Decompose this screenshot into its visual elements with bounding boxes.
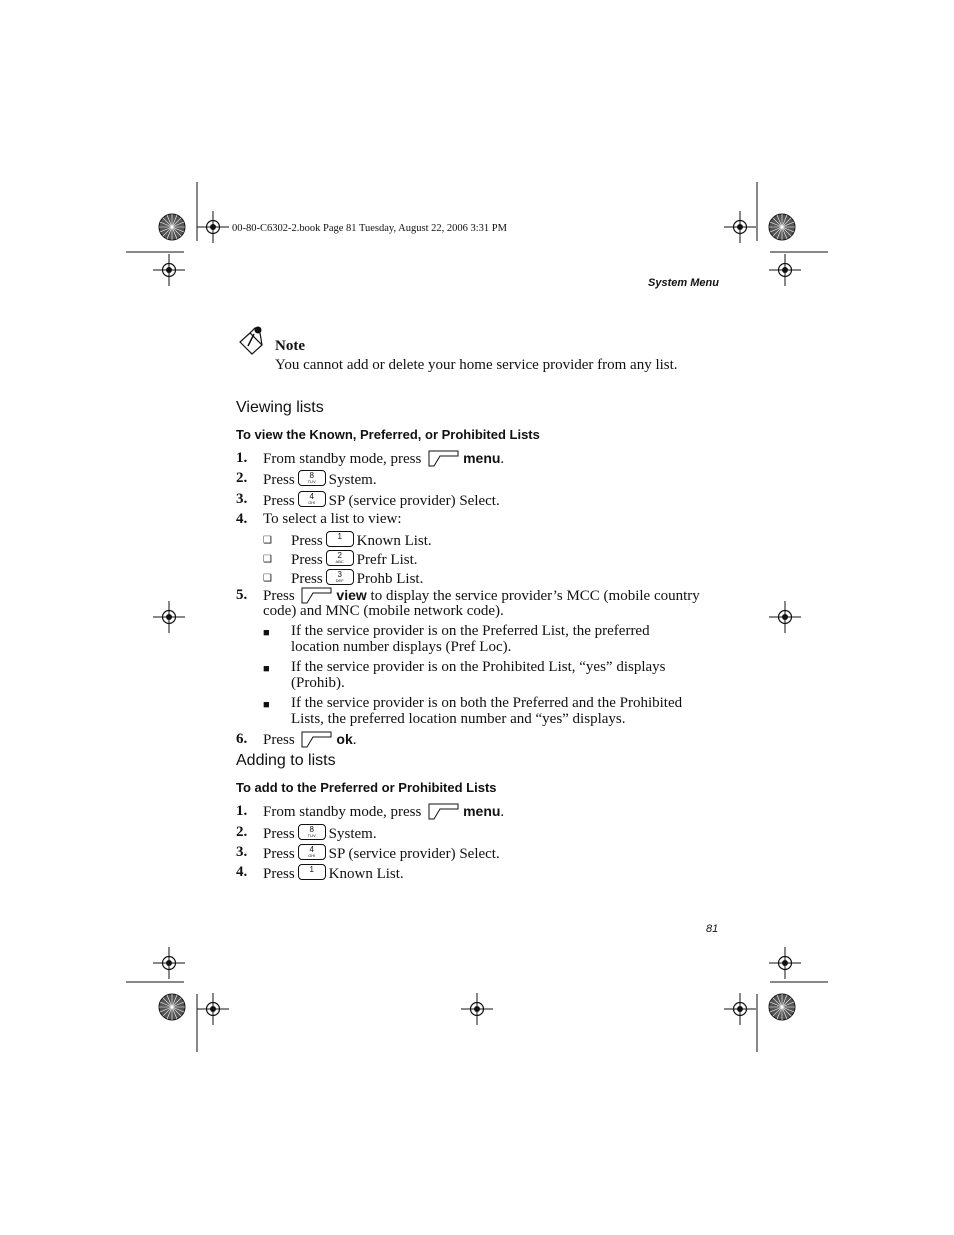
running-head: System Menu xyxy=(648,277,719,289)
list-item: Press 2 ABC Prefr List. xyxy=(291,551,418,568)
keypad-key-icon: 8 TUV xyxy=(298,470,326,486)
bullet-line: If the service provider is on the Preferred List, the preferred xyxy=(291,623,650,639)
softkey-label: view xyxy=(336,587,367,603)
print-slug: 00-80-C6302-2.book Page 81 Tuesday, August 22, 2006 3:31 PM xyxy=(232,223,507,234)
subheading-add-lists: To add to the Preferred or Prohibited Lists xyxy=(236,780,497,795)
step-5-text: Press view to display the service provider’s MCC (mobile country xyxy=(263,587,700,604)
step-6-text: Press ok. xyxy=(263,731,357,748)
step-number: 3. xyxy=(236,491,248,507)
step-number: 1. xyxy=(236,803,248,819)
add-step-3-text: Press 4 GHI SP (service provider) Select. xyxy=(263,845,500,862)
keypad-key-icon: 2 ABC xyxy=(326,550,354,566)
keypad-key-icon: 1 xyxy=(326,531,354,547)
step-number: 4. xyxy=(236,511,248,527)
bullet-line: If the service provider is on the Prohibited List, “yes” displays xyxy=(291,659,666,675)
bullet-line: (Prohib). xyxy=(291,675,345,691)
step-number: 6. xyxy=(236,731,248,747)
list-item: Press 3 DEF Prohb List. xyxy=(291,570,424,587)
softkey-label: ok xyxy=(336,731,353,747)
bullet-line: Lists, the preferred location number and “yes” displays. xyxy=(291,711,626,727)
softkey-icon xyxy=(428,450,460,467)
bullet-line: If the service provider is on both the Preferred and the Prohibited xyxy=(291,695,683,711)
checkbox-bullet: ❑ xyxy=(263,573,272,584)
note-text: You cannot add or delete your home service provider from any list. xyxy=(275,357,678,373)
step-4-text: To select a list to view: xyxy=(263,511,402,527)
softkey-icon xyxy=(428,803,460,820)
step-1-text: From standby mode, press menu. xyxy=(263,450,505,467)
list-item: Press 1 Known List. xyxy=(291,532,432,549)
step-5-text-cont: code) and MNC (mobile network code). xyxy=(263,603,504,619)
section-heading-adding: Adding to lists xyxy=(236,752,336,769)
note-pencil-icon xyxy=(238,324,266,356)
subheading-view-lists: To view the Known, Preferred, or Prohibited Lists xyxy=(236,427,540,442)
page-number: 81 xyxy=(706,923,719,935)
add-step-2-text: Press 8 TUV System. xyxy=(263,825,377,842)
keypad-key-icon: 3 DEF xyxy=(326,569,354,585)
note-title: Note xyxy=(275,338,305,354)
softkey-label: menu xyxy=(463,450,501,466)
step-number: 2. xyxy=(236,824,248,840)
checkbox-bullet: ❑ xyxy=(263,554,272,565)
softkey-label: menu xyxy=(463,803,501,819)
step-2-text: Press 8 TUV System. xyxy=(263,471,377,488)
step-number: 2. xyxy=(236,470,248,486)
keypad-key-icon: 8 TUV xyxy=(298,824,326,840)
step-number: 3. xyxy=(236,844,248,860)
section-heading-viewing: Viewing lists xyxy=(236,399,324,416)
square-bullet: ■ xyxy=(263,627,270,639)
keypad-key-icon: 4 GHI xyxy=(298,844,326,860)
keypad-key-icon: 4 GHI xyxy=(298,491,326,507)
step-number: 4. xyxy=(236,864,248,880)
step-3-text: Press 4 GHI SP (service provider) Select. xyxy=(263,492,500,509)
add-step-1-text: From standby mode, press menu. xyxy=(263,803,505,820)
checkbox-bullet: ❑ xyxy=(263,535,272,546)
step-number: 5. xyxy=(236,587,248,603)
square-bullet: ■ xyxy=(263,699,270,711)
add-step-4-text: Press 1 Known List. xyxy=(263,865,404,882)
softkey-icon xyxy=(301,731,333,748)
square-bullet: ■ xyxy=(263,663,270,675)
keypad-key-icon: 1 xyxy=(298,864,326,880)
step-number: 1. xyxy=(236,450,248,466)
softkey-icon xyxy=(301,587,333,604)
bullet-line: location number displays (Pref Loc). xyxy=(291,639,512,655)
